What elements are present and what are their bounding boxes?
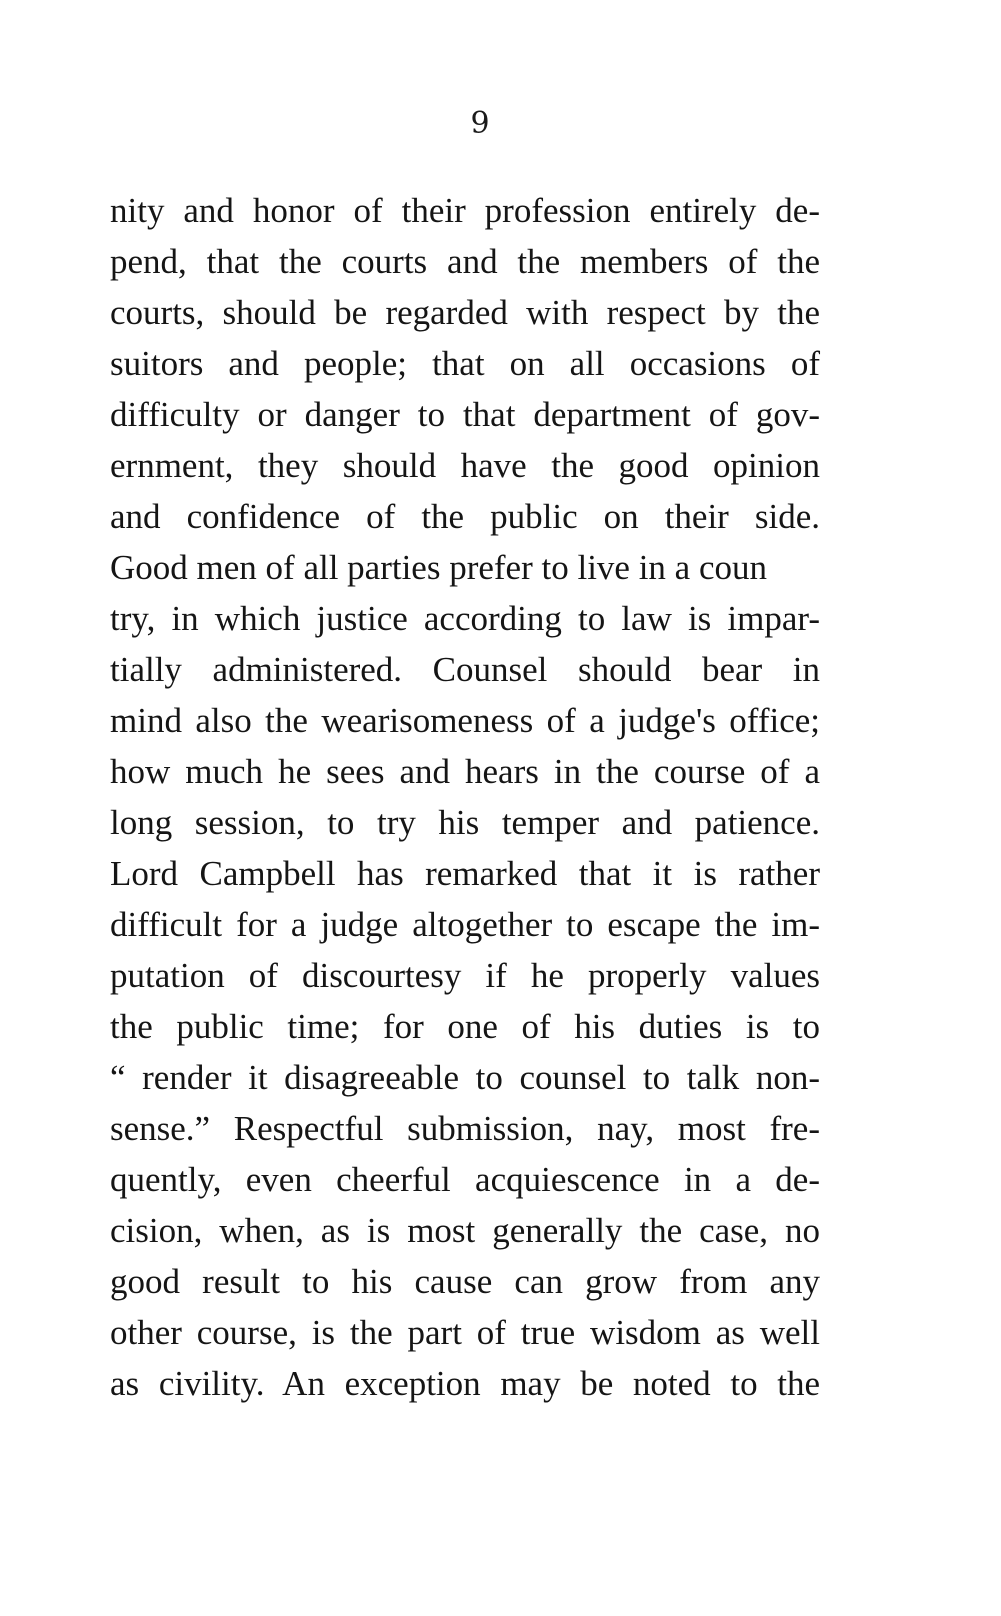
text-line: other course, is the part of true wisdom as well (110, 1313, 820, 1352)
text-line: tially administered. Counsel should bear in (110, 650, 820, 689)
text-line: pend, that the courts and the members of the (110, 242, 820, 281)
text-line: Lord Campbell has remarked that it is rather (110, 854, 820, 893)
text-line: try, in which justice according to law is impar- (110, 599, 820, 638)
text-line: and confidence of the public on their side. (110, 497, 820, 536)
text-line: how much he sees and hears in the course of a (110, 752, 820, 791)
text-line: mind also the wearisomeness of a judge's office; (110, 701, 820, 740)
text-line: good result to his cause can grow from any (110, 1262, 820, 1301)
page-number: 9 (470, 106, 490, 141)
text-line: as civility. An exception may be noted to the (110, 1364, 820, 1403)
text-line: the public time; for one of his duties is to (110, 1007, 820, 1046)
body-text (110, 185, 820, 1409)
text-line: cision, when, as is most generally the case, no (110, 1211, 820, 1250)
text-line: putation of discourtesy if he properly values (110, 956, 820, 995)
text-line: “ render it disagreeable to counsel to talk non- (110, 1058, 820, 1097)
text-line: sense.” Respectful submission, nay, most fre- (110, 1109, 820, 1148)
text-line: difficulty or danger to that department of gov- (110, 395, 820, 434)
text-line: courts, should be regarded with respect by the (110, 293, 820, 332)
text-line: Good men of all parties prefer to live in a coun (110, 548, 768, 587)
text-line: difficult for a judge altogether to escape the im- (110, 905, 820, 944)
text-line: ernment, they should have the good opinion (110, 446, 820, 485)
text-line: quently, even cheerful acquiescence in a de- (110, 1160, 820, 1199)
text-line: suitors and people; that on all occasions of (110, 344, 820, 383)
text-line: nity and honor of their profession entirely de- (110, 191, 820, 230)
text-line: long session, to try his temper and patience. (110, 803, 820, 842)
